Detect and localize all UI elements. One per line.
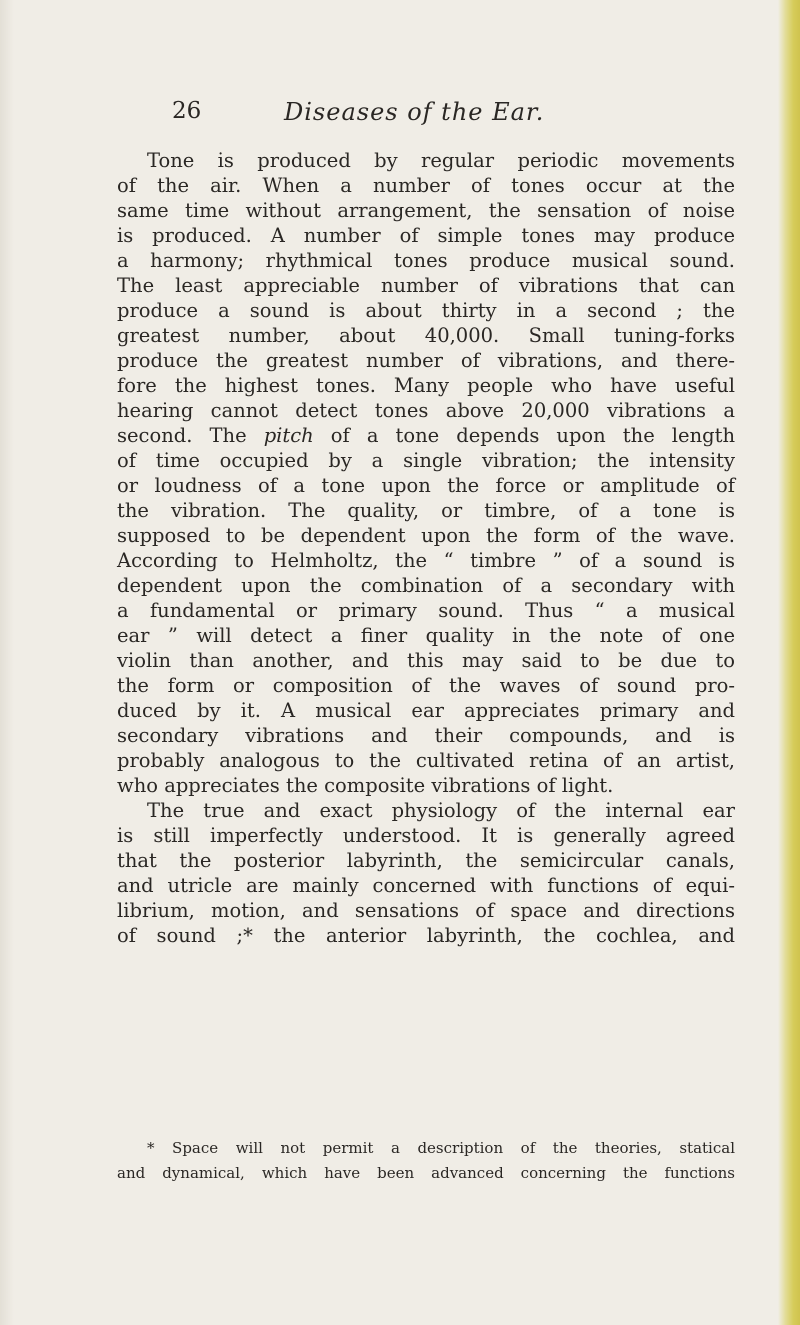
text-line: duced by it. A musical ear appreciates primary and bbox=[117, 699, 735, 722]
text-line: violin than another, and this may said to be due to bbox=[117, 649, 735, 672]
text-line: hearing cannot detect tones above 20,000 vibrations a bbox=[117, 399, 735, 422]
text-line: same time without arrangement, the sensation of noise bbox=[117, 199, 735, 222]
text-line: of sound ;* the anterior labyrinth, the cochlea, and bbox=[117, 924, 735, 947]
text-line: is still imperfectly understood. It is generally agreed bbox=[117, 824, 735, 847]
text-line: greatest number, about 40,000. Small tuning-forks bbox=[117, 324, 735, 347]
paragraph bbox=[117, 148, 735, 798]
text-line: ear ” will detect a finer quality in the note of one bbox=[117, 624, 735, 647]
footnote bbox=[117, 1138, 735, 1188]
text-line: supposed to be dependent upon the form of the wave. bbox=[117, 524, 735, 547]
footnote-line: * Space will not permit a description of the theories, statical bbox=[147, 1139, 735, 1157]
text-line: the form or composition of the waves of sound pro- bbox=[117, 674, 735, 697]
text-line: produce the greatest number of vibrations, and there- bbox=[117, 349, 735, 372]
text-line: secondary vibrations and their compounds, and is bbox=[117, 724, 735, 747]
text-line: of the air. When a number of tones occur at the bbox=[117, 174, 735, 197]
text-line: The true and exact physiology of the internal ear bbox=[147, 799, 735, 822]
running-title: Diseases of the Ear. bbox=[284, 98, 545, 126]
text-line: According to Helmholtz, the “ timbre ” of a sound is bbox=[117, 549, 735, 572]
page-gutter-shadow bbox=[0, 0, 14, 1325]
body-text bbox=[117, 148, 735, 948]
text-line: who appreciates the composite vibrations of light. bbox=[117, 774, 614, 797]
text-line: or loudness of a tone upon the force or amplitude of bbox=[117, 474, 735, 497]
text-line: is produced. A number of simple tones may produce bbox=[117, 224, 735, 247]
text-line: of time occupied by a single vibration; the intensity bbox=[117, 449, 735, 472]
text-line: the vibration. The quality, or timbre, of a tone is bbox=[117, 499, 735, 522]
text-line: a fundamental or primary sound. Thus “ a musical bbox=[117, 599, 735, 622]
page-number: 26 bbox=[172, 98, 202, 124]
page-header bbox=[172, 98, 772, 138]
text-line: second. The pitch of a tone depends upon the length bbox=[117, 424, 736, 447]
text-line: probably analogous to the cultivated retina of an artist, bbox=[117, 749, 735, 772]
text-line: produce a sound is about thirty in a second ; the bbox=[117, 299, 735, 322]
text-line: librium, motion, and sensations of space and directions bbox=[117, 899, 735, 922]
text-line: and utricle are mainly concerned with functions of equi- bbox=[117, 874, 735, 897]
paragraph bbox=[117, 798, 735, 948]
text-line: The least appreciable number of vibrations that can bbox=[117, 274, 735, 297]
text-line: Tone is produced by regular periodic movements bbox=[147, 149, 735, 172]
text-line: dependent upon the combination of a secondary with bbox=[117, 574, 735, 597]
footnote-line: and dynamical, which have been advanced concerning the functions bbox=[117, 1164, 735, 1182]
page-edge bbox=[778, 0, 800, 1325]
text-line: that the posterior labyrinth, the semicircular canals, bbox=[117, 849, 735, 872]
text-line: a harmony; rhythmical tones produce musical sound. bbox=[117, 249, 735, 272]
text-line: fore the highest tones. Many people who have useful bbox=[117, 374, 735, 397]
